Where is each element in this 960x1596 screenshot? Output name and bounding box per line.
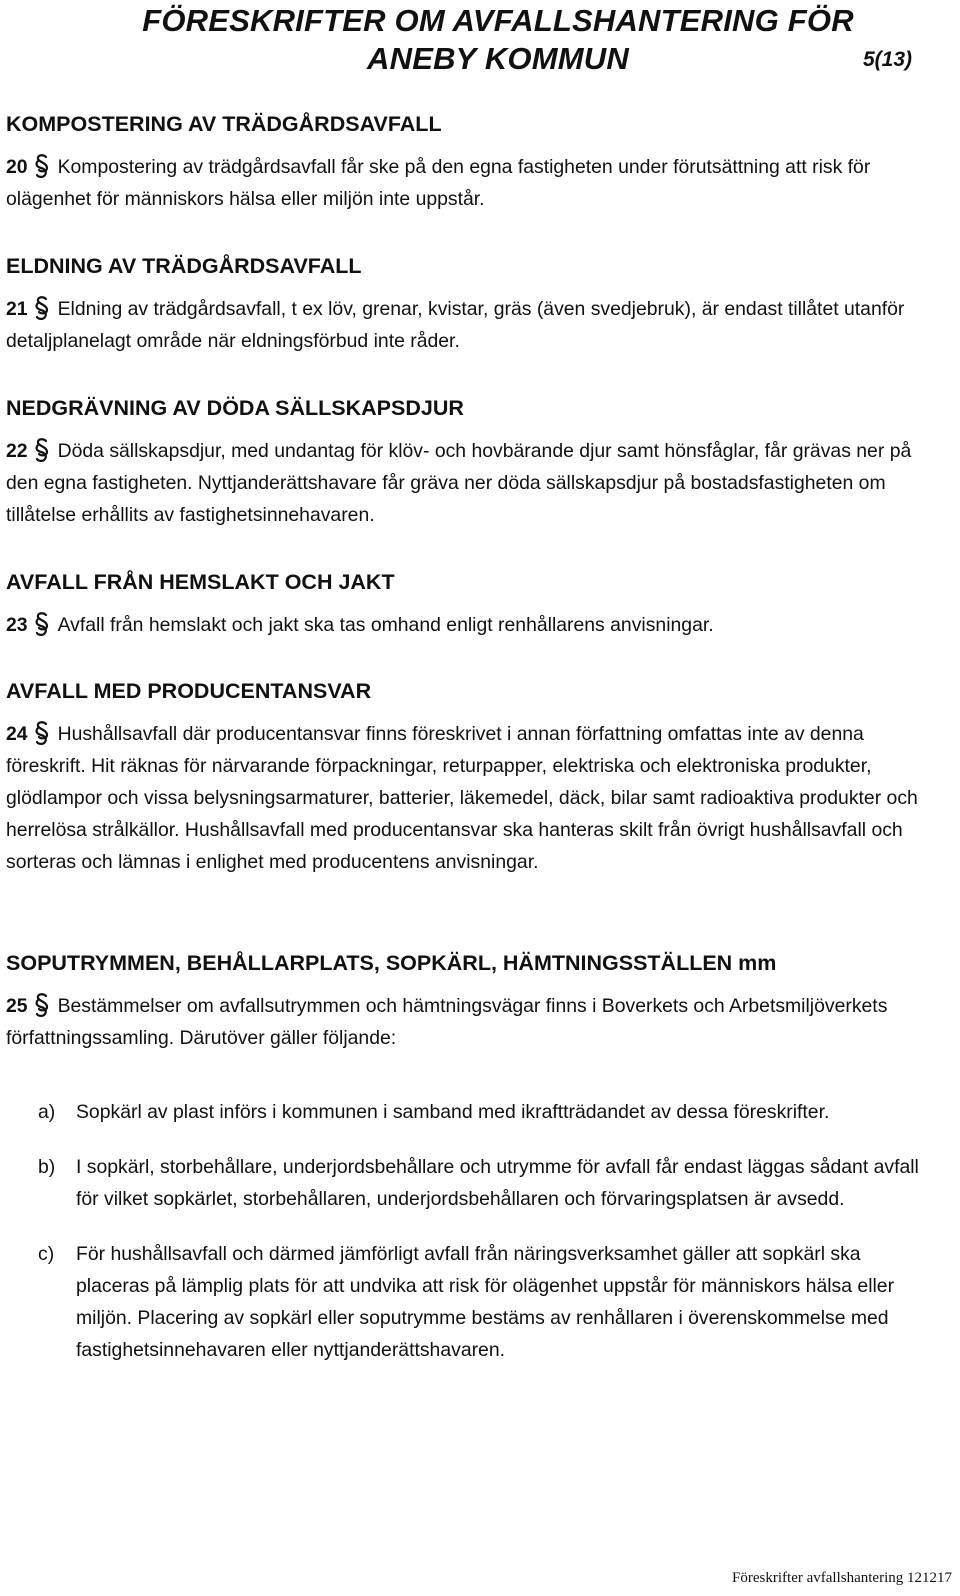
paragraph-text: Bestämmelser om avfallsutrymmen och hämtningsvägar finns i Boverkets och Arbetsmiljöverkets författningssamling. Därutöver gäller följande: [6,995,888,1049]
paragraph-number: 22 [6,440,28,462]
paragraph-number: 23 [6,614,28,636]
list-item-text: För hushållsavfall och därmed jämförligt avfall från näringsverksamhet gäller att sopkärl ska placeras på lämplig plats för att undvika att risk för olägenhet uppstår för människors hälsa eller miljön. Placering av sopkärl eller soputrymme bestäms av renhållaren i överenskommelse med fastighetsinnehavaren eller nyttjanderättshavaren. [76,1243,895,1361]
list-marker: c) [38,1243,55,1265]
list-marker: b) [38,1156,56,1178]
page-number: 5(13) [862,48,912,71]
section-21 [6,253,936,357]
list-item [38,1151,938,1215]
section-24 [6,678,936,878]
section-heading: KOMPOSTERING AV TRÄDGÅRDSAVFALL [6,112,442,136]
paragraph-text: Hushållsavfall där producentansvar finns föreskrivet i annan författning omfattas inte av denna föreskrift. Hit räknas för närvarande förpackningar, returpapper, elektriska och elektroniska produkter, glödlampor och vissa belysningsarmaturer, batterier, läkemedel, däck, bilar samt radioaktiva produkter och herrelösa strålkällor. Hushållsavfall med producentansvar ska hanteras skilt från övrigt hushållsavfall och sorteras och lämnas i enlighet med producentens anvisningar. [6,723,918,873]
section-23 [6,569,936,641]
paragraph-text: Avfall från hemslakt och jakt ska tas omhand enligt renhållarens anvisningar. [57,614,714,636]
paragraph-text: Döda sällskapsdjur, med undantag för klöv- och hovbärande djur samt hönsfåglar, får grävas ner på den egna fastigheten. Nyttjanderättshavare får gräva ner döda sällskapsdjur på bostadsfastigheten om tillåtelse erhållits av fastighetsinnehavaren. [6,440,912,526]
page-footer: Föreskrifter avfallshantering 121217 [732,1570,952,1586]
list-item [38,1096,938,1128]
section-sign-icon [32,992,52,1018]
section-heading: SOPUTRYMMEN, BEHÅLLARPLATS, SOPKÄRL, HÄMTNINGSSTÄLLEN mm [6,951,777,975]
section-paragraph [6,435,936,531]
section-sign-icon [32,611,52,637]
list-marker: a) [38,1101,56,1123]
section-22 [6,395,936,531]
section-paragraph [6,151,936,215]
paragraph-text: Kompostering av trädgårdsavfall får ske på den egna fastigheten under förutsättning att risk för olägenhet för människors hälsa eller miljön inte uppstår. [6,156,871,210]
section-paragraph [6,718,936,878]
section-heading: AVFALL FRÅN HEMSLAKT OCH JAKT [6,570,395,594]
section-heading: ELDNING AV TRÄDGÅRDSAVFALL [6,254,362,278]
paragraph-number: 25 [6,995,28,1017]
paragraph-number: 20 [6,156,28,178]
section-sign-icon [32,720,52,746]
section-sign-icon [32,295,52,321]
section-paragraph [6,990,936,1054]
paragraph-number: 24 [6,723,28,745]
paragraph-number: 21 [6,298,28,320]
section-sign-icon [32,153,52,179]
section-paragraph [6,293,936,357]
section-25 [6,950,936,1054]
section-20 [6,111,936,215]
document-title: FÖRESKRIFTER OM AVFALLSHANTERING FÖR ANEBY KOMMUN [142,3,854,76]
list-item-text: I sopkärl, storbehållare, underjordsbehållare och utrymme för avfall får endast läggas sådant avfall för vilket sopkärlet, storbehållaren, underjordsbehållaren och förvaringsplatsen är avsedd. [76,1156,919,1210]
section-sign-icon [32,437,52,463]
list-item-text: Sopkärl av plast införs i kommunen i samband med ikraftträdandet av dessa föreskrifter. [76,1101,830,1123]
section-heading: NEDGRÄVNING AV DÖDA SÄLLSKAPSDJUR [6,396,464,420]
section-paragraph [6,609,936,641]
section-heading: AVFALL MED PRODUCENTANSVAR [6,679,372,703]
paragraph-text: Eldning av trädgårdsavfall, t ex löv, grenar, kvistar, gräs (även svedjebruk), är endast tillåtet utanför detaljplanelagt område när eldningsförbud inte råder. [6,298,905,352]
list-item [38,1238,938,1366]
lettered-list [38,1096,938,1389]
